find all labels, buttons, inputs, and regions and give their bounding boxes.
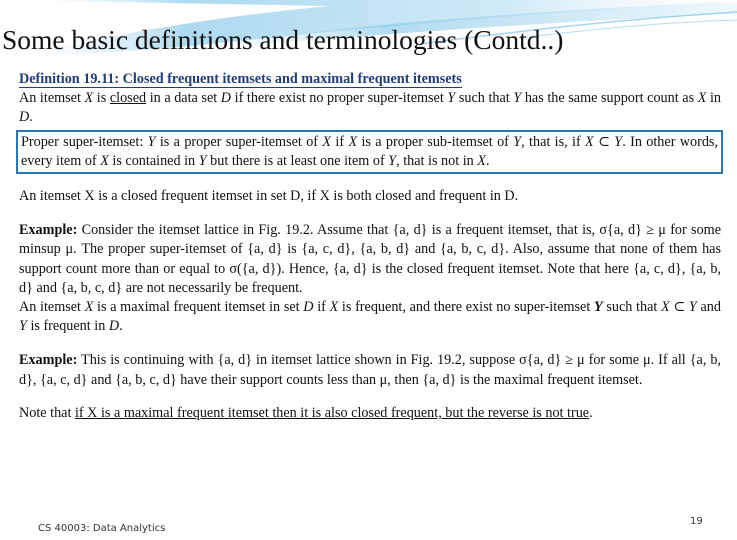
closed-frequent-definition: An itemset X is a closed frequent itemset in set D, if X is both closed and frequent in D. bbox=[19, 188, 519, 205]
page-number: 19 bbox=[690, 516, 703, 527]
definition-title: Closed frequent itemsets and maximal frequent itemsets bbox=[122, 71, 462, 87]
example-closed: Example: Consider the itemset lattice in Fig. 19.2. Assume that {a, d} is a frequent itemset, that is, σ{a, d} ≥ μ for some minsup μ. The proper super-itemset of {a, d} is {a, c, d}, {a, b, d} and {a, b, c, d}. Also, assume that none of them has support count more than or equal to σ({a, d}). Hence, {a, d} is the closed frequent itemset. Note that here {a, c, d}, {a, b, d} and {a, b, c, d} are not necessarily be frequent. bbox=[19, 222, 721, 296]
definition-heading bbox=[19, 70, 721, 89]
example-label: Example: bbox=[19, 222, 78, 239]
example-label: Example: bbox=[19, 352, 78, 369]
slide-title: Some basic definitions and terminologies (Contd..) bbox=[2, 24, 564, 55]
closed-itemset-definition: An itemset X is closed in a data set D if there exist no proper super-itemset Y such that Y has the same support count as X in D. bbox=[19, 90, 721, 126]
proper-superset-text: Proper super-itemset: Y is a proper super-itemset of X if X is a proper sub-itemset of Y, that is, if X ⊂ Y. In other words, every item of X is contained in Y but there is at least one item of Y, that is not in X. bbox=[21, 133, 719, 169]
slide-body bbox=[19, 70, 721, 423]
closing-note: Note that if X is a maximal frequent itemset then it is also closed frequent, but the reverse is not true. bbox=[19, 404, 593, 421]
definition-label: Definition 19.11: bbox=[19, 71, 120, 87]
example-maximal: Example: This is continuing with {a, d} in itemset lattice shown in Fig. 19.2, suppose σ{a, d} ≥ μ for some μ. If all {a, b, d}, {a, c, d} and {a, b, c, d} have their support counts less than μ, then {a, d} is the maximal frequent itemset. bbox=[19, 352, 721, 388]
slide-footer: CS 40003: Data Analytics bbox=[38, 523, 166, 534]
proper-superset-box bbox=[16, 130, 723, 174]
maximal-frequent-definition: An itemset X is a maximal frequent itemset in set D if X is frequent, and there exist no super-itemset Y such that X ⊂ Y and Y is frequent in D. bbox=[19, 299, 721, 335]
